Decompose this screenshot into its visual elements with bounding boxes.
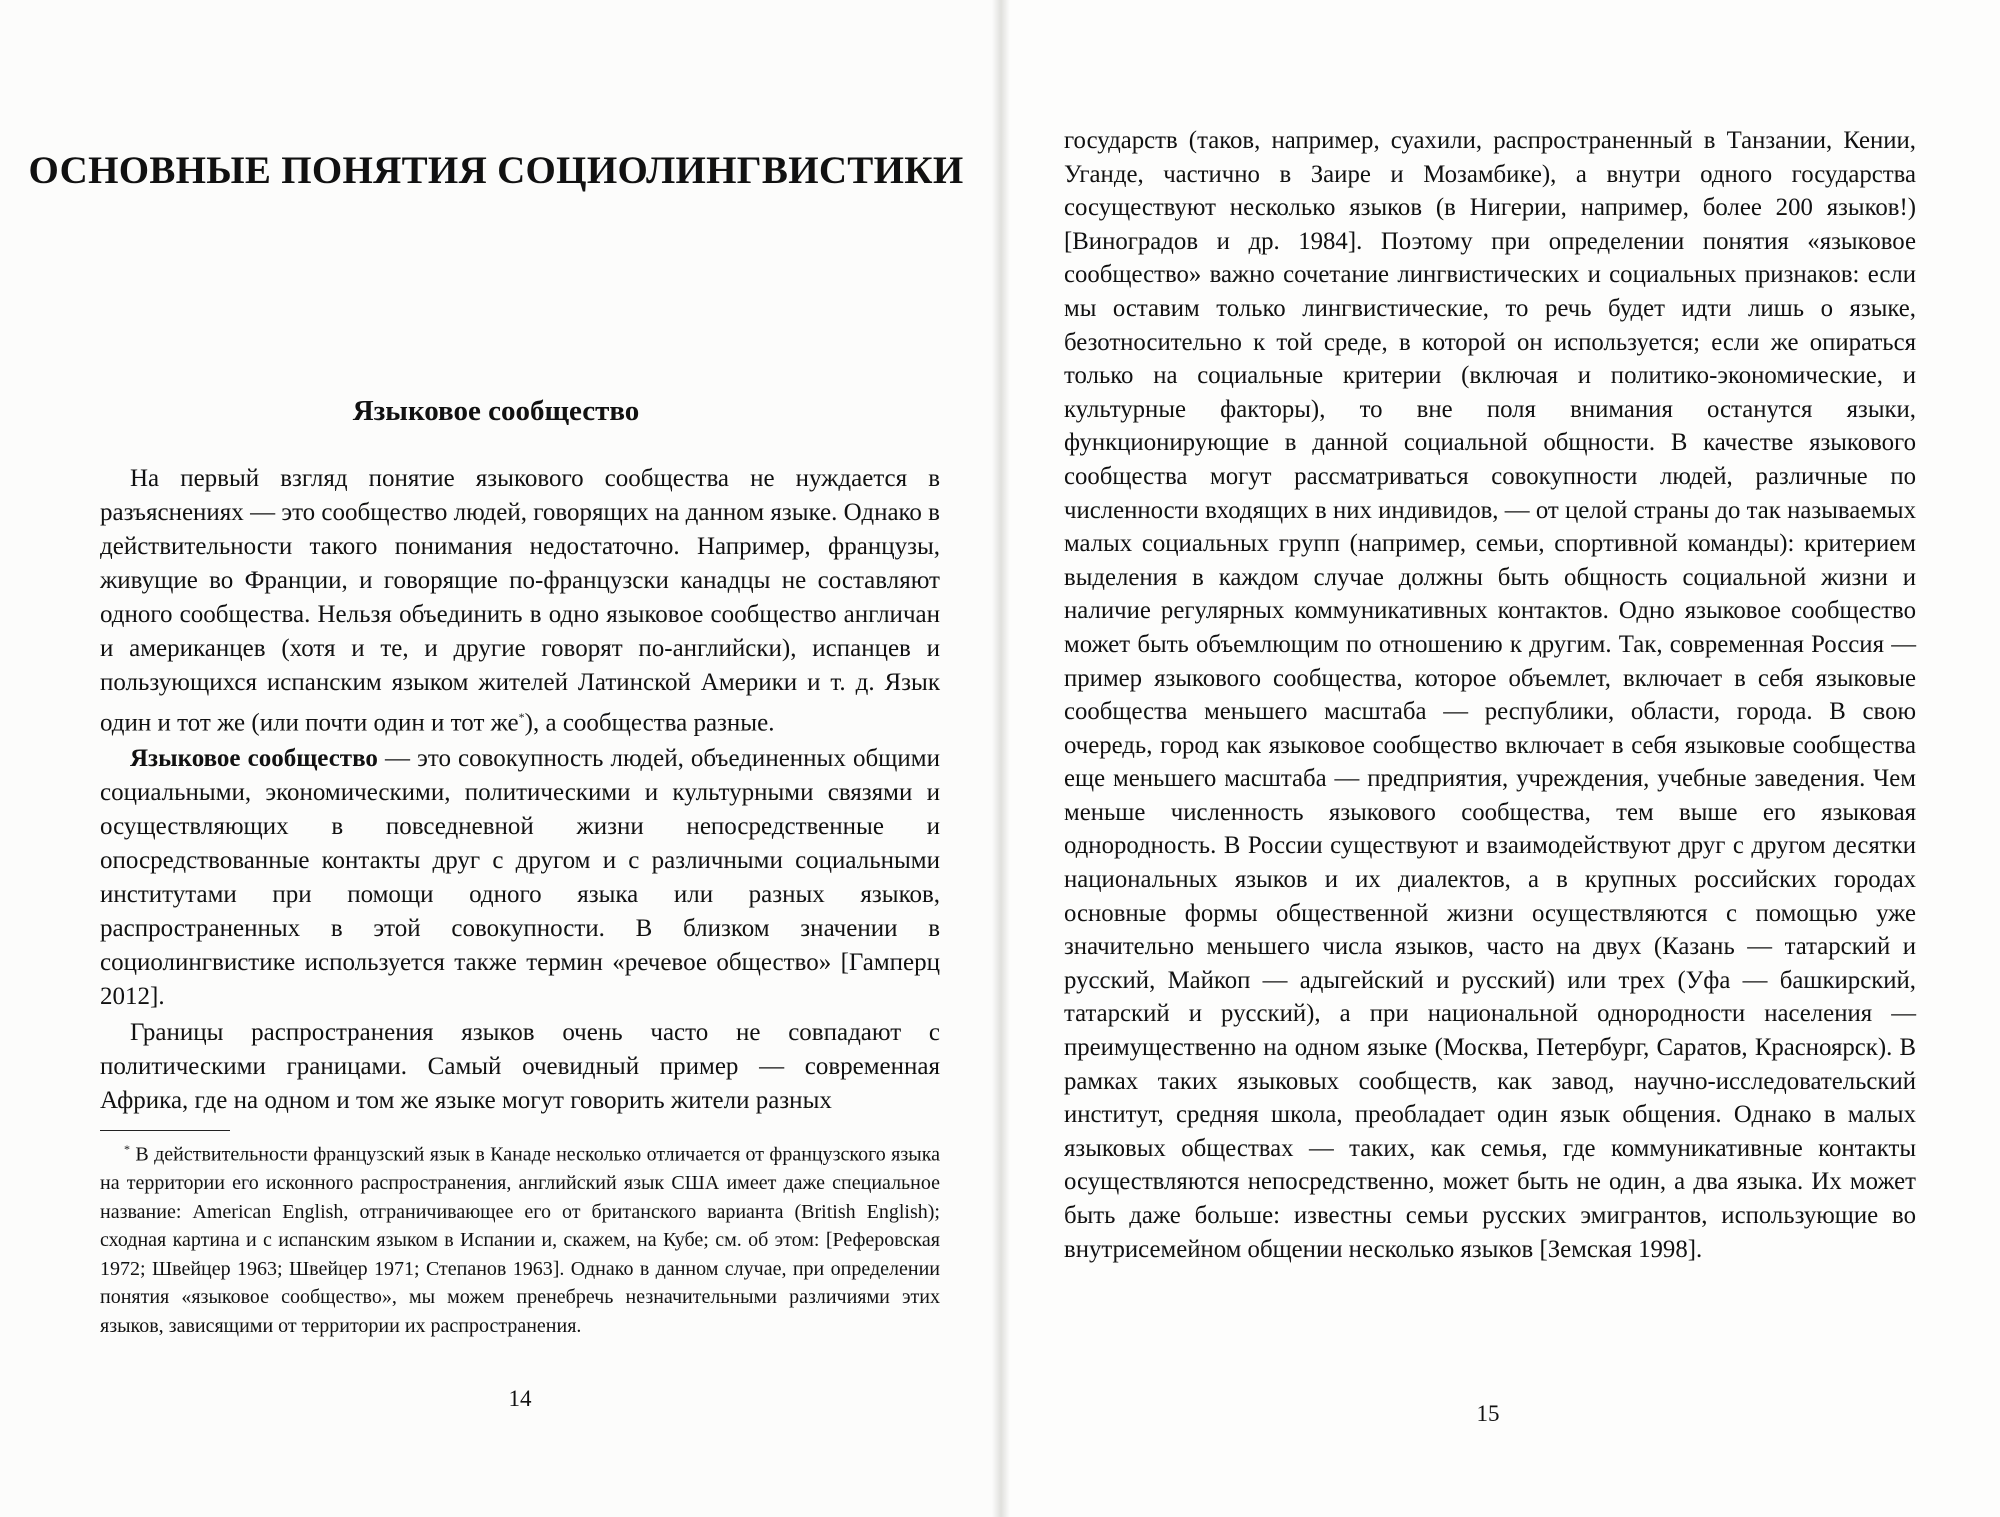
paragraph-text: На первый взгляд понятие языкового сообщества не нуждается в разъяснениях — это сообщество людей, говорящих на данном языке. Однако в действительности такого понимания недостаточно. Например, французы, живущие во Франции, и говорящие по-французски канадцы не составляют одного сообщества. Нельзя объединить в одно языковое сообщество англичан и американцев (хотя и те, и другие говорят по-английски), испанцев и пользующихся испанским языком жителей Латинской Америки и т. д. Язык один и тот же (или почти один и тот же: [100, 465, 940, 737]
book-gutter: [992, 0, 1010, 1517]
paragraph: [100, 462, 940, 740]
page-number: 14: [508, 1386, 532, 1411]
footnote-marker: *: [124, 1142, 130, 1156]
footnote: [100, 1135, 940, 1340]
paragraph-text: — это совокупность людей, объединенных общими социальными, экономическими, политическими и культурными связями и осуществляющих в повседневной жизни непосредственные и опосредствованные контакты друг с другом и с различными социальными институтами при помощи одного языка или разных языков, распространенных в этой совокупности. В близком значении в социолингвистике используется также термин «речевое общество» [Гамперц 2012].: [100, 745, 940, 1011]
page-number: 15: [1476, 1401, 1500, 1426]
left-page: [0, 0, 992, 1517]
footnote-divider: [100, 1130, 230, 1131]
paragraph: [100, 742, 940, 1014]
section-title: Языковое сообщество: [352, 395, 640, 427]
chapter-title: ОСНОВНЫЕ ПОНЯТИЯ СОЦИОЛИНГВИСТИКИ: [28, 149, 964, 192]
paragraph-text: ), а сообщества разные.: [524, 709, 775, 737]
footnote-reference: *: [518, 710, 525, 724]
footnote-paragraph: [100, 1135, 940, 1340]
paragraph: государств (таков, например, суахили, распространенный в Танзании, Кении, Уганде, частично в Заире и Мозамбике), а внутри одного государства сосуществуют несколько языков (в Нигерии, например, более 200 языков!) [Виноградов и др. 1984]. Поэтому при определении понятия «языковое сообщество» важно сочетание лингвистических и социальных признаков: если мы оставим только лингвистические, то речь будет идти лишь о языке, безотносительно к той среде, в которой он используется; если же опираться только на социальные критерии (включая и политико-экономические, и культурные факторы), то вне поля внимания останутся языки, функционирующие в данной социальной общности. В качестве языкового сообщества могут рассматриваться совокупности людей, различные по численности входящих в них индивидов, — от целой страны до так называемых малых социальных групп (например, семьи, спортивной команды): критерием выделения в каждом случае должны быть общность социальной жизни и наличие регулярных коммуникативных контактов. Одно языковое сообщество может быть объемлющим по отношению к другим. Так, современная Россия — пример языкового сообщества, которое объемлет, включает в себя языковые сообщества меньшего масштаба — республики, области, города. В свою очередь, город как языковое сообщество включает в себя языковые сообщества еще меньшего масштаба — предприятия, учреждения, учебные заведения. Чем меньше численность языкового сообщества, тем выше его языковая однородность. В России существуют и взаимодействуют друг с другом десятки национальных языков и их диалектов, а в крупных российских городах основные формы общественной жизни осуществляются с помощью уже значительно меньшего числа языков, часто на двух (Казань — татарский и русский, Майкоп — адыгейский и русский) или трех (Уфа — башкирский, татарский и русский), а при национальной однородности населения — преимущественно на одном языке (Москва, Петербург, Саратов, Красноярск). В рамках таких языковых сообществ, как завод, научно-исследовательский институт, средняя школа, преобладает один язык общения. Однако в малых языковых обществах — таких, как семья, где коммуникативные контакты осуществляются непосредственно, может быть не один, а два языка. Их может быть даже больше: известны семьи русских эмигрантов, использующие во внутрисемейном общении несколько языков [Земская 1998].: [1064, 127, 1916, 1263]
right-body-text: [1064, 124, 1916, 1266]
paragraph: Границы распространения языков очень часто не совпадают с политическими границами. Самый очевидный пример — современная Африка, где на одном и том же языке могут говорить жители разных: [100, 1019, 940, 1115]
left-body-text: [100, 462, 940, 1118]
footnote-text: В действительности французский язык в Канаде несколько отличается от французского языка на территории его исконного распространения, английский язык США имеет даже специальное название: American English, отграничивающее его от британского варианта (British English); сходная картина и с испанским языком в Испании и, скажем, на Кубе; см. об этом: [Реферовская 1972; Швейцер 1963; Швейцер 1971; Степанов 1963]. Однако в данном случае, при определении понятия «языковое сообщество», мы можем пренебречь незначительными различиями этих языков, зависящими от территории их распространения.: [100, 1143, 940, 1337]
defined-term: Языковое сообщество: [130, 745, 378, 773]
